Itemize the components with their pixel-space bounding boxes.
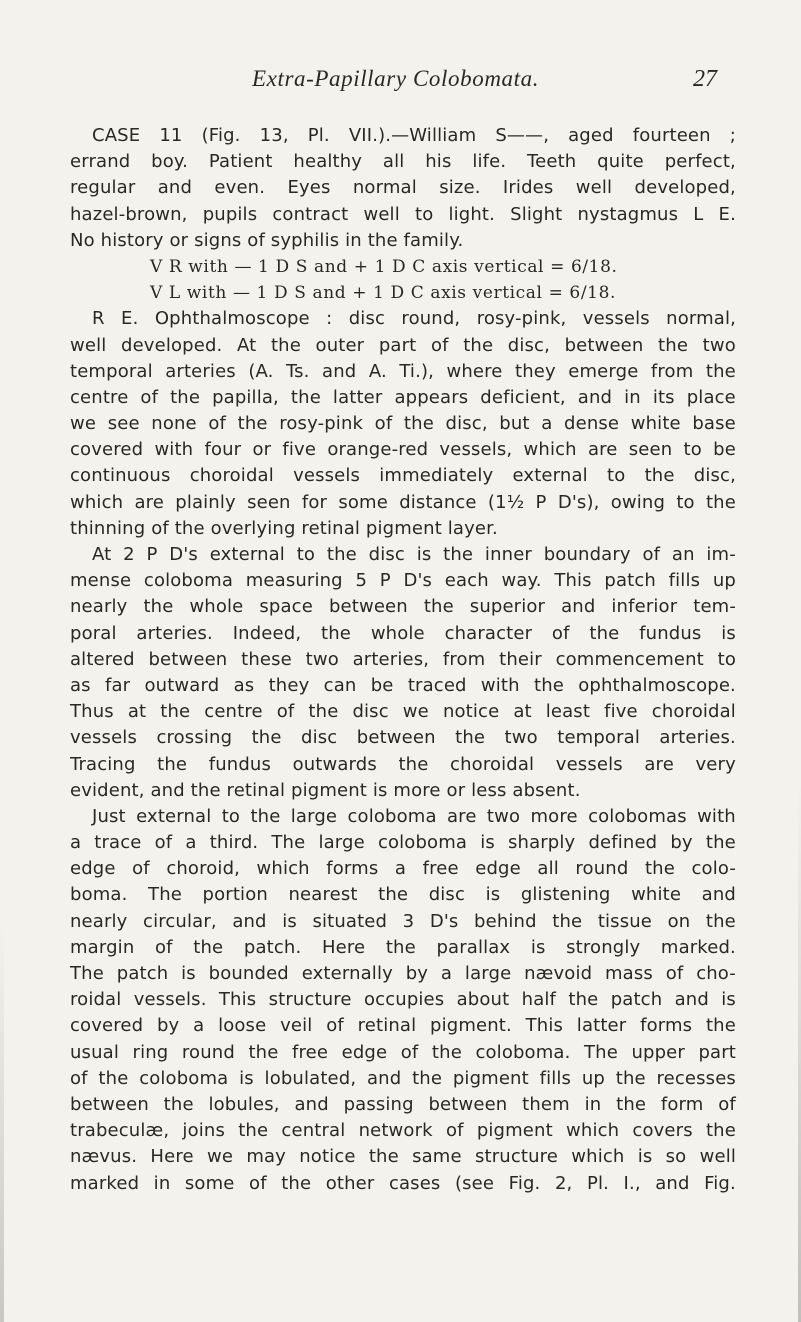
text-line: Thus at the centre of the disc we notice at least five choroidal xyxy=(70,701,736,723)
text-line: regular and even. Eyes normal size. Irides well developed, xyxy=(70,177,736,199)
visual-acuity-formula: V R with — 1 D S and + 1 D C axis vertical = 6/18. xyxy=(150,256,618,277)
text-line: boma. The portion nearest the disc is glistening white and xyxy=(70,884,736,906)
text-line: poral arteries. Indeed, the whole character of the fundus is xyxy=(70,622,736,644)
text-line: which are plainly seen for some distance (1½ P D's), owing to the xyxy=(70,491,736,513)
text-line: At 2 P D's external to the disc is the inner boundary of an im- xyxy=(92,544,736,565)
text-line: altered between these two arteries, from their commencement to xyxy=(70,648,736,670)
text-line: marked in some of the other cases (see Fig. 2, Pl. I., and Fig. xyxy=(70,1172,736,1194)
body-text xyxy=(70,123,736,1197)
text-line: R E. Ophthalmoscope : disc round, rosy-pink, vessels normal, xyxy=(92,308,736,330)
text-line: as far outward as they can be traced with the ophthalmoscope. xyxy=(70,674,736,696)
text-line: Tracing the fundus outwards the choroidal vessels are very xyxy=(70,753,736,775)
text-line: of the coloboma is lobulated, and the pigment fills up the recesses xyxy=(70,1067,736,1089)
scan-left-shadow xyxy=(0,922,4,1322)
running-head-title: Extra-Papillary Colobomata. xyxy=(252,66,540,91)
visual-acuity-formula: V L with — 1 D S and + 1 D C axis vertical = 6/18. xyxy=(150,283,617,304)
text-line: evident, and the retinal pigment is more or less absent. xyxy=(70,779,581,801)
text-line: temporal arteries (A. Ts. and A. Ti.), where they emerge from the xyxy=(70,360,736,382)
text-line: covered with four or five orange-red vessels, which are seen to be xyxy=(70,439,736,461)
text-line: Just external to the large coloboma are two more colobomas with xyxy=(92,805,736,827)
text-line: hazel-brown, pupils contract well to light. Slight nystagmus L E. xyxy=(70,203,736,225)
text-line: covered by a loose veil of retinal pigment. This latter forms the xyxy=(70,1015,736,1037)
text-line: centre of the papilla, the latter appears deficient, and in its place xyxy=(70,386,736,408)
text-line: No history or signs of syphilis in the family. xyxy=(70,229,464,251)
text-line: thinning of the overlying retinal pigment layer. xyxy=(70,517,498,539)
text-line: CASE 11 (Fig. 13, Pl. VII.).—William S——, aged fourteen ; xyxy=(92,125,736,146)
text-line: continuous choroidal vessels immediately external to the disc, xyxy=(70,465,736,487)
text-line: nearly the whole space between the superior and inferior tem- xyxy=(70,596,736,618)
text-line: nearly circular, and is situated 3 D's behind the tissue on the xyxy=(70,910,736,932)
text-line: roidal vessels. This structure occupies about half the patch and is xyxy=(70,989,736,1011)
text-line: usual ring round the free edge of the coloboma. The upper part xyxy=(70,1041,736,1063)
text-line: vessels crossing the disc between the two temporal arteries. xyxy=(70,727,736,749)
text-line: well developed. At the outer part of the disc, between the two xyxy=(70,334,736,356)
text-line: nævus. Here we may notice the same structure which is so well xyxy=(70,1146,736,1168)
text-line: edge of choroid, which forms a free edge all round the colo- xyxy=(70,858,736,880)
text-line: mense coloboma measuring 5 P D's each way. This patch fills up xyxy=(70,570,736,592)
text-line: a trace of a third. The large coloboma is sharply defined by the xyxy=(70,832,736,854)
page-number: 27 xyxy=(693,66,717,92)
text-line: margin of the patch. Here the parallax is strongly marked. xyxy=(70,936,736,958)
text-line: we see none of the rosy-pink of the disc, but a dense white base xyxy=(70,413,736,435)
text-line: trabeculæ, joins the central network of pigment which covers the xyxy=(70,1120,736,1142)
text-line: The patch is bounded externally by a large nævoid mass of cho- xyxy=(70,963,736,984)
text-line: between the lobules, and passing between them in the form of xyxy=(70,1093,736,1115)
text-line: errand boy. Patient healthy all his life. Teeth quite perfect, xyxy=(70,151,736,173)
